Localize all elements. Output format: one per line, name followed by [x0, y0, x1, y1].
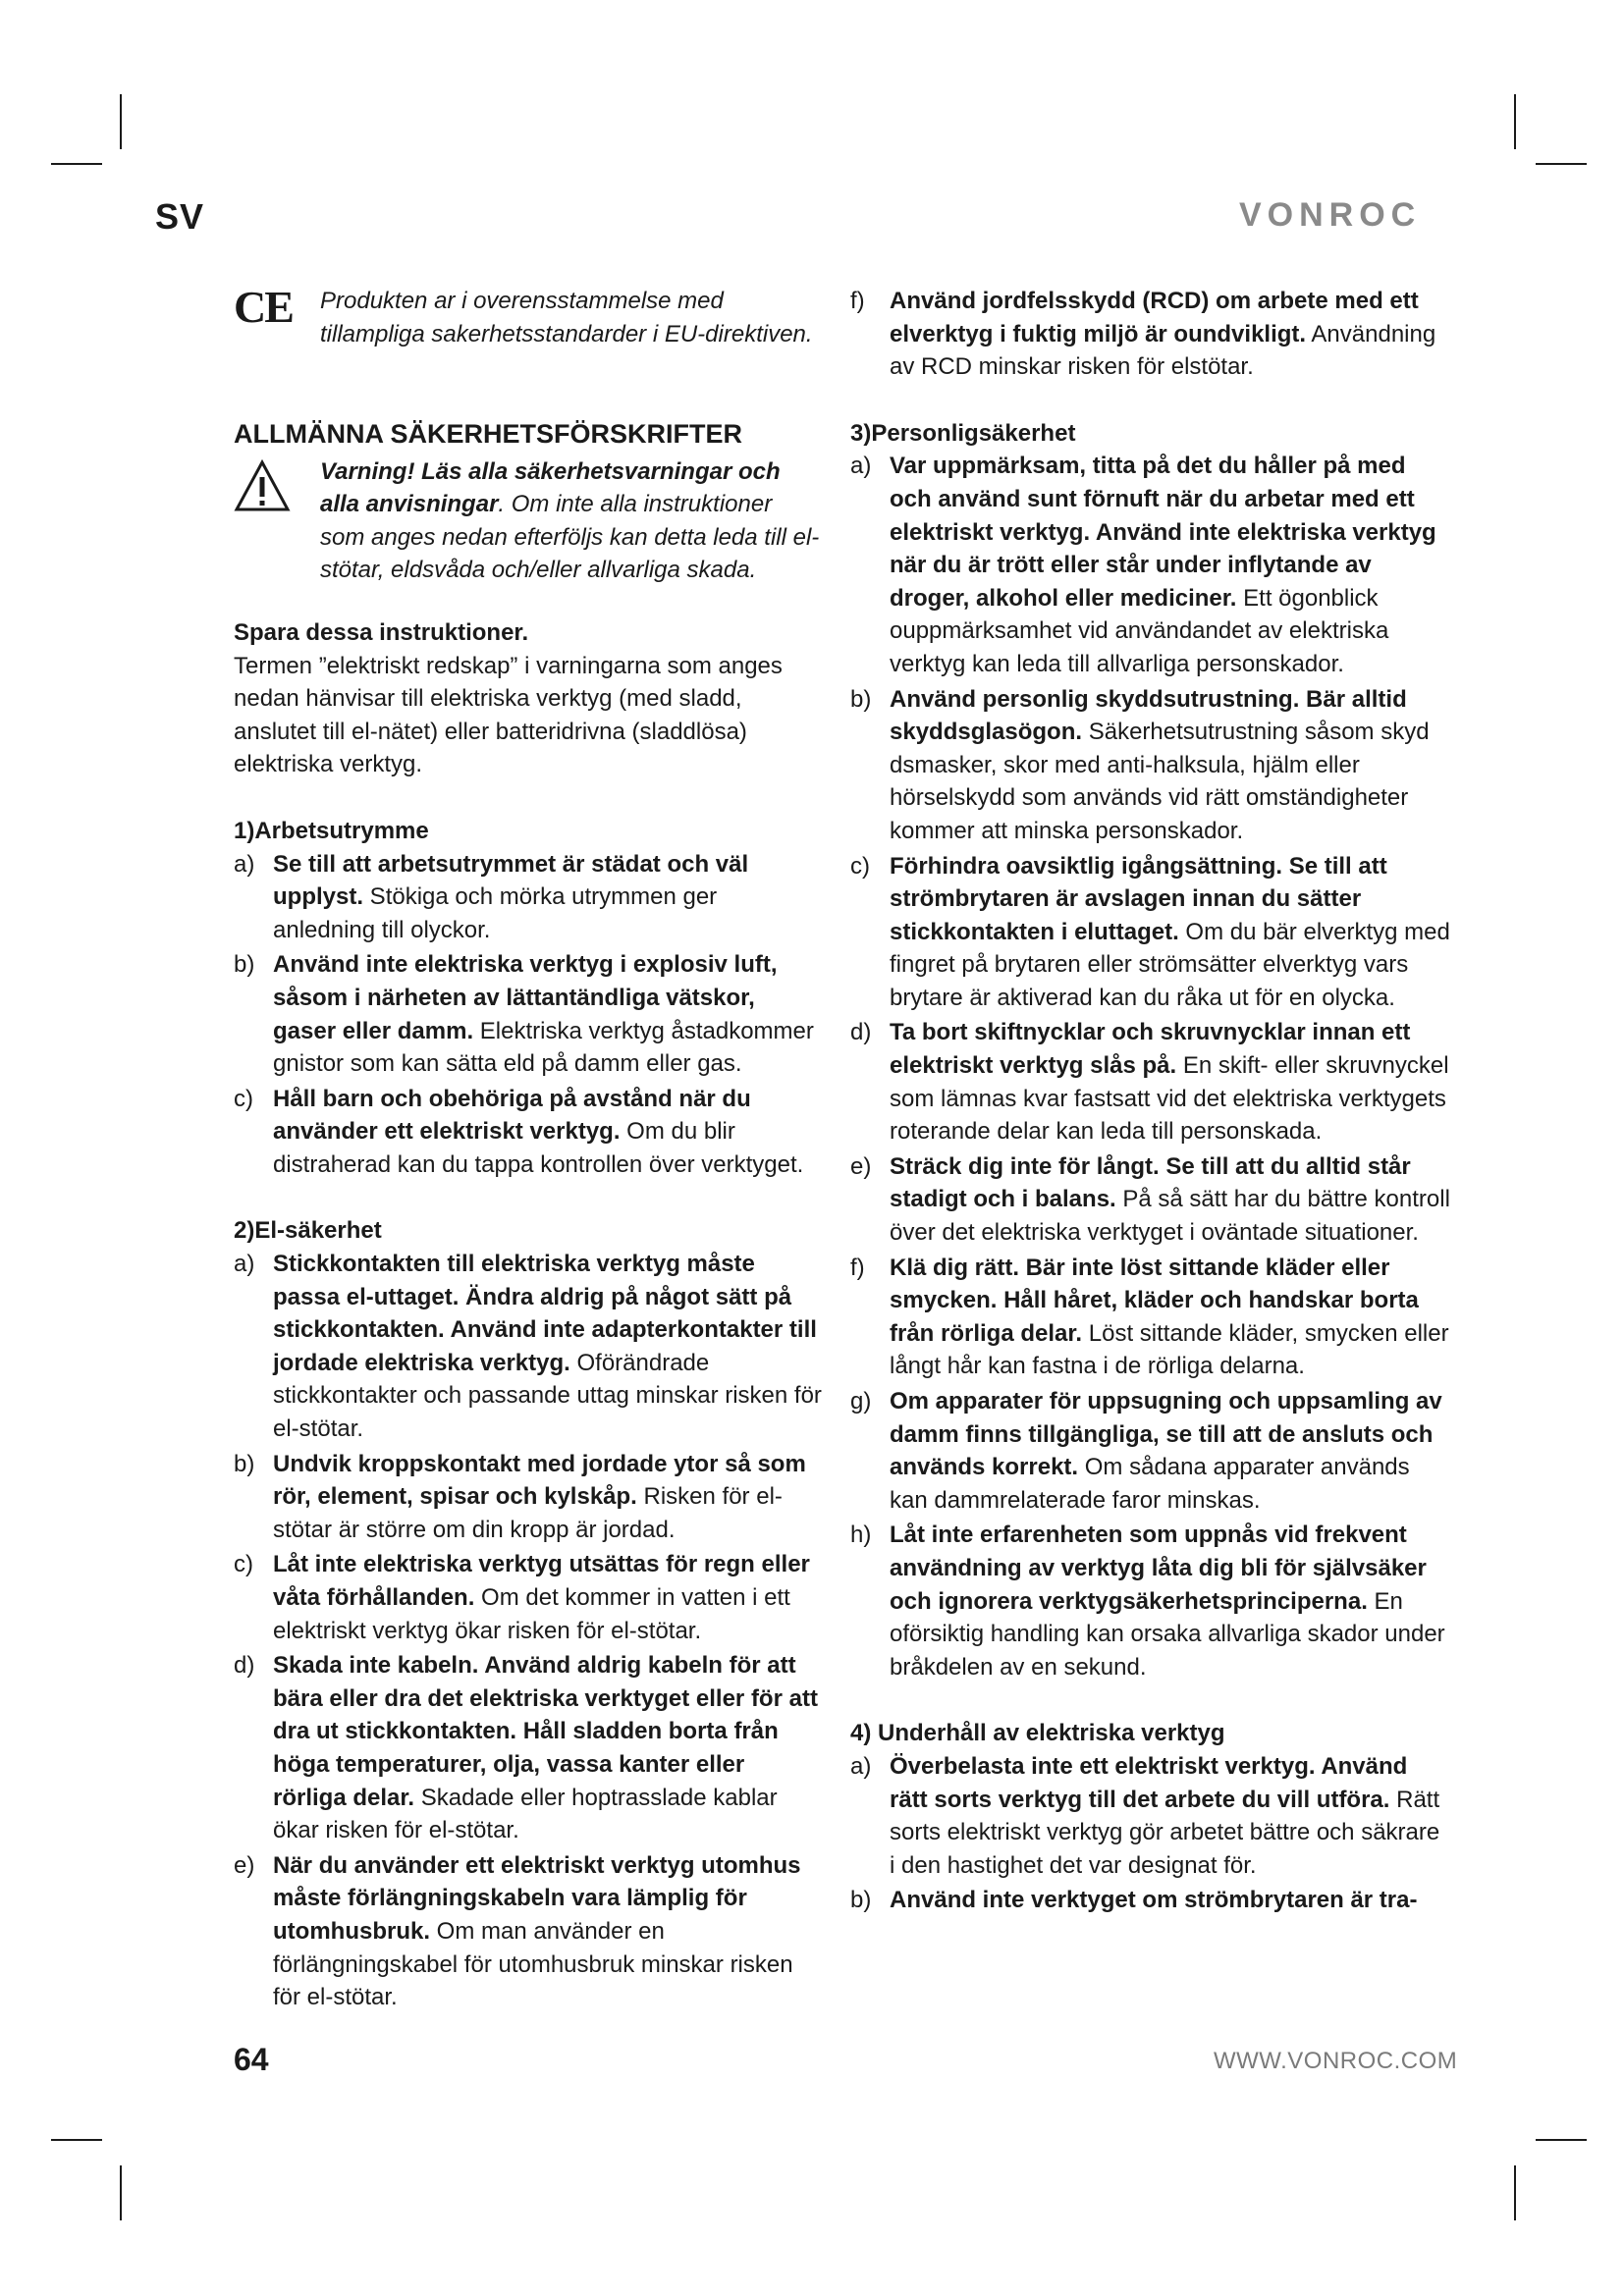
crop-mark: [1514, 94, 1516, 149]
list-item: b) Använd personlig skyddsutrustning. Bär alltid skyddsglasögon. Säkerhetsutrustning såsom skyd dsmasker, skor med anti-halksula, hjälm eller hörselskydd som används vid rätt omständigheter kommer att minska personskador.: [850, 685, 1430, 844]
list-item: d) Ta bort skiftnycklar och skruvnycklar innan ett elektriskt verktyg slås på. En skift- eller skruvnyckel som lämnas kvar fastsatt vid det elektriska verktygets roterande delar kan leda till personskada.: [850, 1019, 1449, 1146]
section-2-continued: [850, 285, 1451, 384]
brand-logo: VONROC: [1239, 196, 1422, 234]
crop-mark: [1536, 163, 1587, 165]
section-heading: 3)Personligsäkerhet: [850, 419, 1076, 447]
section-3: [850, 417, 1451, 1684]
crop-mark: [120, 2165, 122, 2220]
left-column: [234, 282, 823, 2048]
language-code: SV: [155, 196, 205, 237]
list-item: f) Klä dig rätt. Bär inte löst sittande kläder eller smycken. Håll håret, kläder och handskar borta från rörliga delar. Löst sittande kläder, smycken eller långt hår kan fastna i de rörliga delarna.: [850, 1254, 1449, 1380]
list-item: a) Överbelasta inte ett elektriskt verktyg. Använd rätt sorts verktyg till det arbete du vill utföra. Rätt sorts elektriskt verktyg gör arbetet bättre och säkrare i den hastighet det var designat för.: [850, 1752, 1440, 1879]
section-title: ALLMÄNNA SÄKERHETSFÖRSKRIFTER: [234, 419, 742, 449]
section-heading: 4) Underhåll av elektriska verktyg: [850, 1720, 1225, 1747]
ce-notice: [234, 282, 823, 383]
list-item: c) Håll barn och obehöriga på avstånd när du använder ett elektriskt verktyg. Om du blir distraherad kan du tappa kontrollen över verktyget.: [234, 1085, 804, 1178]
list-item: a) Var uppmärksam, titta på det du håller på med och använd sunt förnuft när du arbetar med ett elektriskt verktyg. Använd inte elektriska verktyg när du är trött eller står under inflytande av droger, alkohol eller mediciner. Ett ögonblick ouppmärksamhet vid användandet av elektriska verktyg kan leda till allvarliga personskador.: [850, 453, 1436, 677]
section-1: [234, 815, 823, 1182]
list-item: e) Sträck dig inte för långt. Se till att du alltid står stadigt och i balans. På så sätt har du bättre kontroll över det elektriska verktyget i oväntade situationer.: [850, 1152, 1450, 1247]
ce-mark-icon: CE: [234, 282, 293, 332]
crop-mark: [1514, 2165, 1516, 2220]
crop-mark: [51, 2139, 102, 2141]
website-link[interactable]: WWW.VONROC.COM: [1214, 2048, 1458, 2074]
list-item: d) Skada inte kabeln. Använd aldrig kabeln för att bära eller dra det elektriska verktyget eller för att dra ut stickkontakten. Håll sladden borta från höga temperaturer, olja, vassa kanter eller rörliga delar. Skadade eller hoptrasslade kablar ökar risken för el-stötar.: [234, 1652, 818, 1844]
save-text: Termen ”elektriskt redskap” i varningarna som anges nedan hänvisar till elektriska verktyg (med sladd, anslutet till el-nätet) eller batteridrivna (sladdlösa) elektriska verktyg.: [234, 652, 783, 778]
list-item: a) Stickkontakten till elektriska verktyg måste passa el-uttaget. Ändra aldrig på något sätt på stickkontakten. Använd inte adapterkontakter till jordade elektriska verktyg. Oförändrade stickkontakter och passande uttag minskar risken för el-stötar.: [234, 1251, 822, 1443]
ce-text: Produkten ar i overensstammelse med tillampliga sakerhetsstandarder i EU-direktiven.: [320, 288, 813, 347]
crop-mark: [1536, 2139, 1587, 2141]
section-heading: 2)El-säkerhet: [234, 1217, 382, 1245]
list-item: b) Använd inte verktyget om strömbrytaren är tra-: [850, 1887, 1418, 1914]
list-item: b) Använd inte elektriska verktyg i explosiv luft, såsom i närheten av lättantändliga vätskor, gaser eller damm. Elektriska verktyg åstadkommer gnistor som kan sätta eld på damm eller gas.: [234, 951, 814, 1078]
right-column: [850, 285, 1451, 1950]
save-title: Spara dessa instruktioner.: [234, 618, 529, 646]
section-4: [850, 1717, 1451, 1917]
page-number: 64: [234, 2042, 269, 2077]
list-item: c) Förhindra oavsiktlig igångsättning. Se till att strömbrytaren är avslagen innan du sätter stickkontakten i eluttaget. Om du bär elverktyg med fingret på brytaren eller strömsätter elverktyg vars brytare är aktiverad kan du råka ut för en olycka.: [850, 852, 1450, 1011]
list-item: a) Se till att arbetsutrymmet är städat och väl upplyst. Stökiga och mörka utrymmen ger anledning till olyckor.: [234, 850, 749, 943]
save-instructions: [234, 616, 823, 781]
section-2: [234, 1214, 823, 2013]
crop-mark: [120, 94, 122, 149]
warning-text: Varning! Läs alla säkerhetsvarningar och alla anvisningar. Om inte alla instruktioner som anges nedan efterföljs kan detta leda till el-stötar, eldsvåda och/eller allvarliga skada.: [320, 457, 820, 584]
list-item: f) Använd jordfelsskydd (RCD) om arbete med ett elverktyg i fuktig miljö är oundvikligt. Användning av RCD minskar risken för elstötar.: [850, 288, 1436, 381]
list-item: e) När du använder ett elektriskt verktyg utomhus måste förlängningskabeln vara lämplig för utomhusbruk. Om man använder en förlängningskabel för utomhusbruk minskar risken för el-stötar.: [234, 1851, 801, 2011]
warning-triangle-icon: [234, 459, 291, 512]
list-item: c) Låt inte elektriska verktyg utsättas för regn eller våta förhållanden. Om det kommer in vatten i ett elektriskt verktyg ökar risken för el-stötar.: [234, 1551, 810, 1644]
section-heading: 1)Arbetsutrymme: [234, 817, 429, 844]
warning-block: [234, 455, 823, 587]
list-item: h) Låt inte erfarenheten som uppnås vid frekvent användning av verktyg låta dig bli för självsäker och ignorera verktygsäkerhetsprinciperna. En oförsiktig handling kan orsaka allvarliga skador under bråkdelen av en sekund.: [850, 1522, 1445, 1681]
crop-mark: [51, 163, 102, 165]
list-item: b) Undvik kroppskontakt med jordade ytor så som rör, element, spisar och kylskåp. Risken för el-stötar är större om din kropp är jordad.: [234, 1450, 806, 1543]
list-item: g) Om apparater för uppsugning och uppsamling av damm finns tillgängliga, se till att de ansluts och används korrekt. Om sådana apparater används kan dammrelaterade faror minskas.: [850, 1388, 1442, 1514]
